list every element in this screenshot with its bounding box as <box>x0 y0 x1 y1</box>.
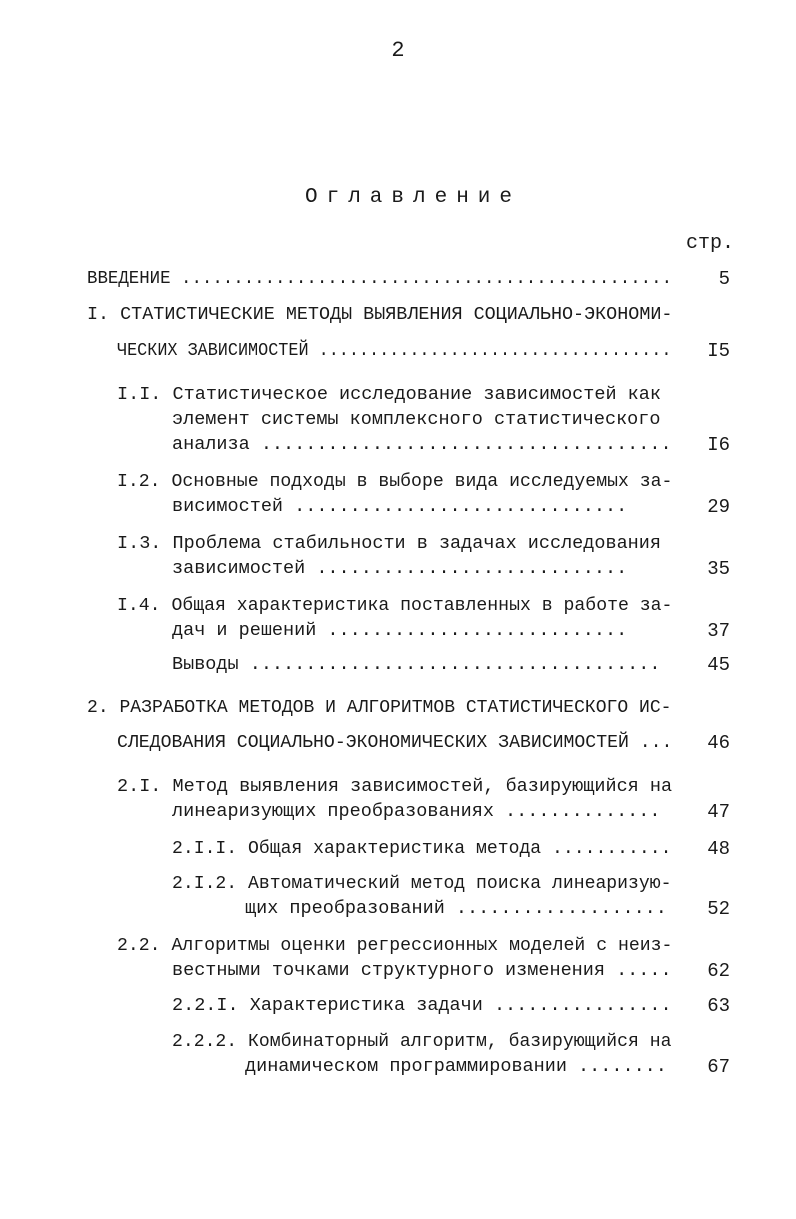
toc-page-number: 29 <box>707 496 730 518</box>
toc-section-1-4-line-2: дач и решений ........................... <box>172 620 628 641</box>
page-number: 2 <box>391 38 405 63</box>
page-column-header: стр. <box>686 232 735 255</box>
toc-page-number: 52 <box>707 898 730 920</box>
toc-section-1-3-line-1: I.3. Проблема стабильности в задачах исследования <box>117 533 661 554</box>
toc-section-1-4-line-1: I.4. Общая характеристика поставленных в работе за- <box>117 595 673 616</box>
toc-section-2-2-line-2: вестными точками структурного изменения ..... <box>172 960 672 981</box>
toc-section-1-2-line-2: висимостей .............................. <box>172 496 628 517</box>
toc-page-number: 47 <box>707 801 730 823</box>
toc-section-2-2-2-line-2: динамическом программировании ........ <box>245 1056 667 1077</box>
toc-page-number: 5 <box>718 268 730 290</box>
toc-section-2-1-1: 2.I.I. Общая характеристика метода ........... <box>172 838 672 859</box>
toc-page-number: 46 <box>707 732 730 754</box>
toc-section-2-1-2-line-2: щих преобразований ................... <box>245 898 667 919</box>
toc-title: Оглавление <box>304 186 522 209</box>
toc-page-number: I5 <box>707 340 730 362</box>
toc-page-number: 45 <box>707 654 730 676</box>
toc-chapter-2-line-2: СЛЕДОВАНИЯ СОЦИАЛЬНО-ЭКОНОМИЧЕСКИХ ЗАВИСИМОСТЕЙ ... <box>117 732 673 753</box>
toc-page-number: 37 <box>707 620 730 642</box>
toc-chapter-1-line-1: I. СТАТИСТИЧЕСКИЕ МЕТОДЫ ВЫЯВЛЕНИЯ СОЦИАЛЬНО-ЭКОНОМИ- <box>87 304 673 325</box>
toc-section-2-2-1: 2.2.I. Характеристика задачи ................ <box>172 995 672 1016</box>
toc-page-number: 35 <box>707 558 730 580</box>
toc-section-1-1-line-1: I.I. Статистическое исследование зависимостей как <box>117 384 661 405</box>
toc-page-number: 67 <box>707 1056 730 1078</box>
toc-section-2-1-2-line-1: 2.I.2. Автоматический метод поиска линеаризую- <box>172 873 672 894</box>
toc-section-2-2-2-line-1: 2.2.2. Комбинаторный алгоритм, базирующийся на <box>172 1031 672 1052</box>
toc-section-1-2-line-1: I.2. Основные подходы в выборе вида исследуемых за- <box>117 471 673 492</box>
toc-entry-introduction: ВВЕДЕНИЕ ............................................... <box>87 268 673 289</box>
toc-page-number: 62 <box>707 960 730 982</box>
toc-chapter-2-line-1: 2. РАЗРАБОТКА МЕТОДОВ И АЛГОРИТМОВ СТАТИСТИЧЕСКОГО ИС- <box>87 697 672 718</box>
toc-page-number: 48 <box>707 838 730 860</box>
toc-section-2-2-line-1: 2.2. Алгоритмы оценки регрессионных моделей с неиз- <box>117 935 673 956</box>
toc-section-1-1-line-2: элемент системы комплексного статистического <box>172 409 661 430</box>
toc-section-1-1-line-3: анализа ..................................... <box>172 434 672 455</box>
toc-page-number: I6 <box>707 434 730 456</box>
toc-section-2-1-line-2: линеаризующих преобразованиях .............. <box>172 801 661 822</box>
toc-section-1-3-line-2: зависимостей ............................ <box>172 558 628 579</box>
toc-section-2-1-line-1: 2.I. Метод выявления зависимостей, базирующийся на <box>117 776 673 797</box>
toc-chapter-1-line-2: ЧЕСКИХ ЗАВИСИМОСТЕЙ ................................... <box>117 340 672 361</box>
toc-page-number: 63 <box>707 995 730 1017</box>
toc-conclusions: Выводы ..................................... <box>172 654 661 675</box>
